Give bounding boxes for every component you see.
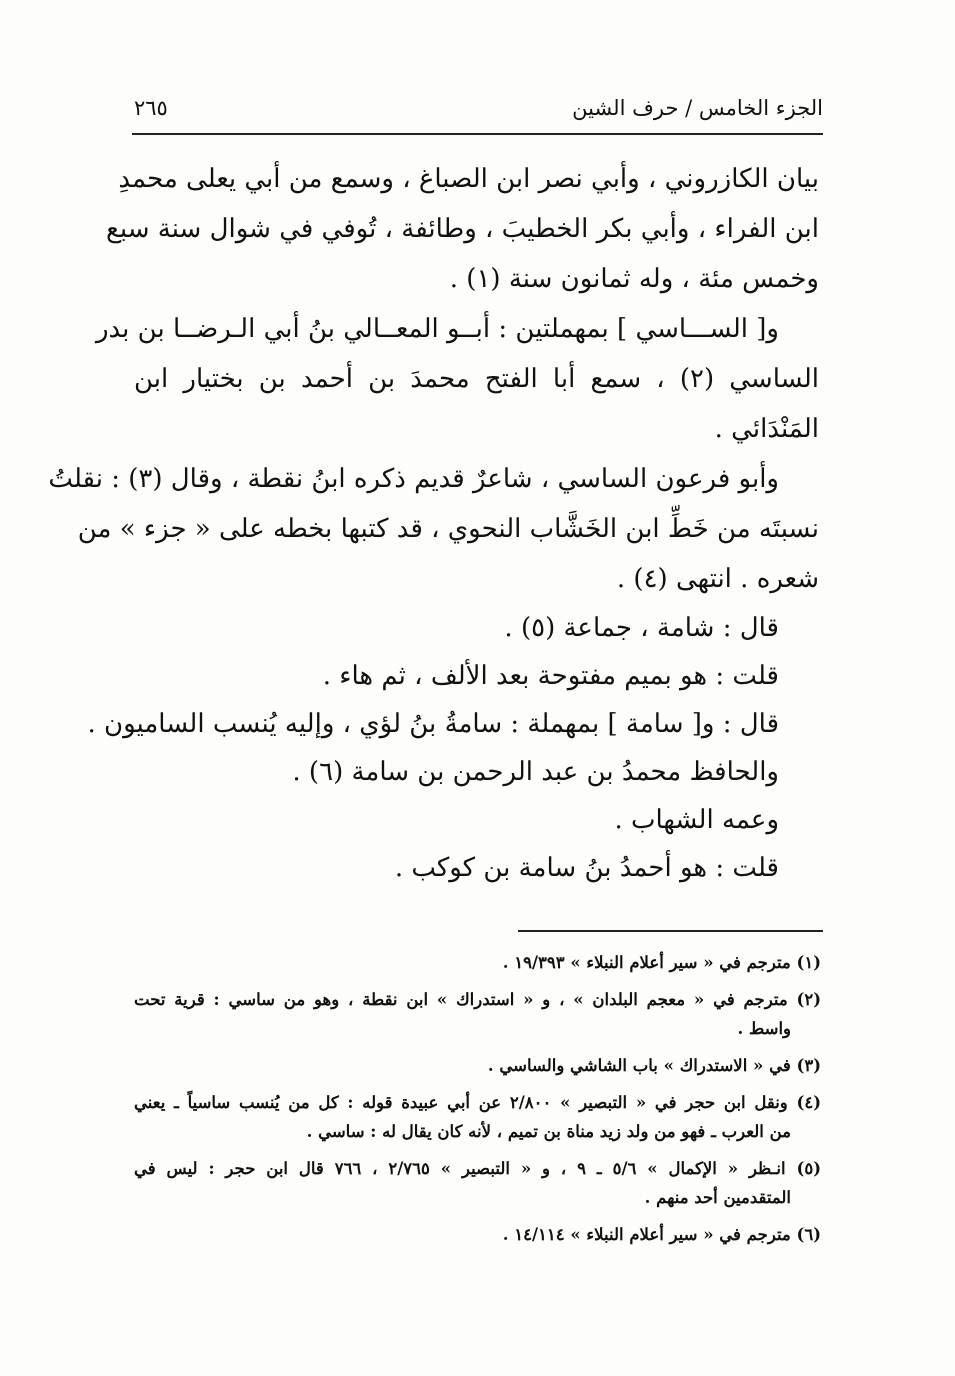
footnote-2-cont: واسط . <box>737 1019 791 1038</box>
text-line: ابن الفراء ، وأبي بكر الخطيبَ ، وطائفة ، تُوفي في شوال سنة سبع <box>106 214 819 244</box>
footnote-4-cont: من العرب ـ فهو من ولد زيد مناة بن تميم ، لأنه كان يقال له : ساسي . <box>306 1122 791 1141</box>
text-line: نسبتَه من خَطِّ ابن الخَشَّاب النحوي ، قد كتبها بخطه على « جزء » من <box>77 514 819 544</box>
footnote-6: (٦) مترجم في « سير أعلام النبلاء » ١٤/١١٤ . <box>502 1225 821 1244</box>
text-line: وأبو فرعون الساسي ، شاعرٌ قديم ذكره ابنُ نقطة ، وقال (٣) : نقلتُ <box>48 464 779 494</box>
footnote-5: (٥) انـظر « الإكمال » ٥/٦ ـ ٩ ، و « التبصير » ٢/٧٦٥ ، ٧٦٦ قال ابن حجر : ليس في <box>134 1159 821 1178</box>
text-line: وعمه الشهاب . <box>614 805 779 835</box>
text-line: المَنْدَائي . <box>714 414 819 444</box>
entry-shama: قال : شامة ، جماعة (٥) . <box>504 613 779 643</box>
text-line: قلت : هو أحمدُ بنُ سامة بن كوكب . <box>394 853 779 883</box>
text-line: قلت : هو بميم مفتوحة بعد الألف ، ثم هاء . <box>322 661 779 691</box>
running-head <box>134 88 823 128</box>
header-rule <box>132 133 823 135</box>
text-line: شعره . انتهى (٤) . <box>616 564 819 594</box>
page-number: ٢٦٥ <box>134 96 168 120</box>
entry-alsasi: و[ الســـاسي ] بمهملتين : أبــو المعــالي بنُ أبي الـرضــا بن بدر <box>95 314 779 344</box>
text-line: وخمس مئة ، وله ثمانون سنة (١) . <box>449 264 819 294</box>
footnote-4: (٤) ونقل ابن حجر في « التبصير » ٢/٨٠٠ عن أبي عبيدة قوله : كل من يُنسب ساسياً ـ يعني <box>134 1093 821 1112</box>
text-line: الساسي (٢) ، سمع أبا الفتح محمدَ بن أحمد بن بختيار ابن <box>134 364 819 394</box>
footnote-rule <box>518 930 823 932</box>
text-line: والحافظ محمدُ بن عبد الرحمن بن سامة (٦) . <box>292 757 779 787</box>
footnotes <box>134 948 821 1249</box>
running-title: الجزء الخامس / حرف الشين <box>572 96 823 120</box>
text-line: بيان الكازروني ، وأبي نصر ابن الصباغ ، وسمع من أبي يعلى محمدِ <box>118 164 819 194</box>
footnote-3: (٣) في « الاستدراك » باب الشاشي والساسي . <box>487 1056 821 1075</box>
footnote-1: (١) مترجم في « سير أعلام النبلاء » ١٩/٣٩٣ . <box>502 953 821 972</box>
entry-sama: قال : و[ سامة ] بمهملة : سامةُ بنُ لؤي ، وإليه يُنسب الساميون . <box>87 709 779 739</box>
footnote-5-cont: المتقدمين أحد منهم . <box>644 1188 791 1207</box>
main-text <box>48 154 819 892</box>
footnote-2: (٢) مترجم في « معجم البلدان » ، و « استدراك » ابن نقطة ، وهو من ساسي : قرية تحت <box>134 990 821 1009</box>
